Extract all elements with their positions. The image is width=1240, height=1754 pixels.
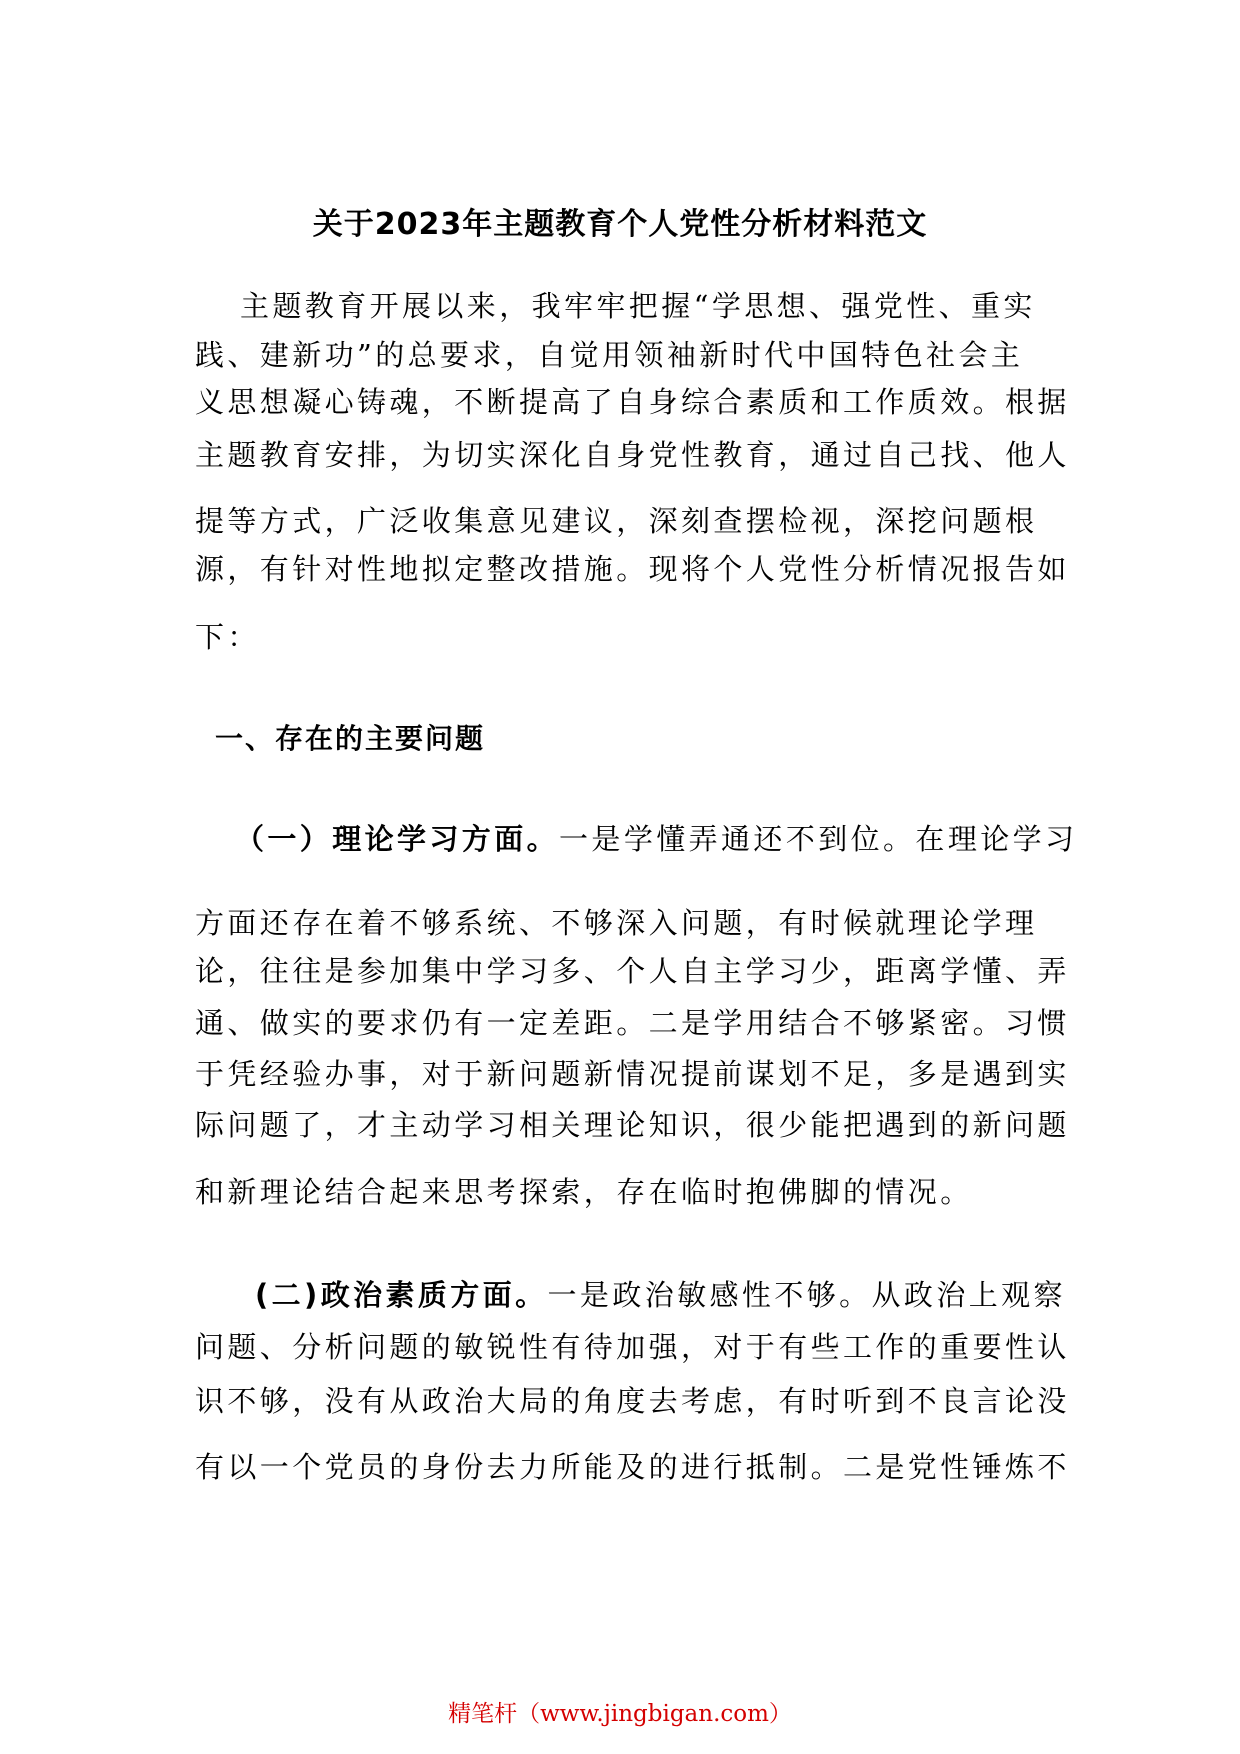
intro-line-6: 源，有针对性地拟定整改措施。现将个人党性分析情况报告如 (195, 552, 1070, 586)
sub1-line-4: 通、做实的要求仍有一定差距。二是学用结合不够紧密。习惯 (195, 1006, 1070, 1040)
sub1-line-6: 际问题了，才主动学习相关理论知识，很少能把遇到的新问题 (195, 1108, 1070, 1142)
intro-line-2: 践、建新功”的总要求，自觉用领袖新时代中国特色社会主 (195, 338, 1024, 372)
intro-line-5: 提等方式，广泛收集意见建议，深刻查摆检视，深挖问题根 (195, 504, 1038, 538)
sub1-line-7: 和新理论结合起来思考探索，存在临时抱佛脚的情况。 (195, 1175, 973, 1209)
intro-line-1: 主题教育开展以来，我牢牢把握“学思想、强党性、重实 (240, 289, 1036, 323)
sub2-line-4: 有以一个党员的身份去力所能及的进行抵制。二是党性锤炼不 (195, 1450, 1070, 1484)
sub1-line-2: 方面还存在着不够系统、不够深入问题，有时候就理论学理 (195, 906, 1038, 940)
sub1-lead: （一）理论学习方面。 (235, 822, 560, 856)
sub1-first-line (235, 819, 1077, 859)
sub1-line-3: 论，往往是参加集中学习多、个人自主学习少，距离学懂、弄 (195, 954, 1070, 988)
sub2-line-3: 识不够，没有从政治大局的角度去考虑，有时听到不良言论没 (195, 1384, 1070, 1418)
sub1-first-line-rest: 一是学懂弄通还不到位。在理论学习 (559, 822, 1078, 856)
document-title: 关于2023年主题教育个人党性分析材料范文 (312, 207, 928, 242)
section-heading-problems: 一、存在的主要问题 (215, 722, 486, 755)
sub1-line-5: 于凭经验办事，对于新问题新情况提前谋划不足，多是遇到实 (195, 1057, 1070, 1091)
intro-line-3: 义思想凝心铸魂，不断提高了自身综合素质和工作质效。根据 (195, 385, 1070, 419)
footer-site-link[interactable]: 精笔杆（www.jingbigan.com） (448, 1701, 792, 1727)
intro-line-4: 主题教育安排，为切实深化自身党性教育，通过自己找、他人 (195, 438, 1070, 472)
sub2-lead: (二)政治素质方面。 (255, 1278, 548, 1312)
sub2-first-line (255, 1275, 1066, 1315)
intro-line-7: 下： (195, 620, 260, 654)
sub2-first-line-rest: 一是政治敏感性不够。从政治上观察 (547, 1278, 1066, 1312)
sub2-line-2: 问题、分析问题的敏锐性有待加强，对于有些工作的重要性认 (195, 1330, 1070, 1364)
